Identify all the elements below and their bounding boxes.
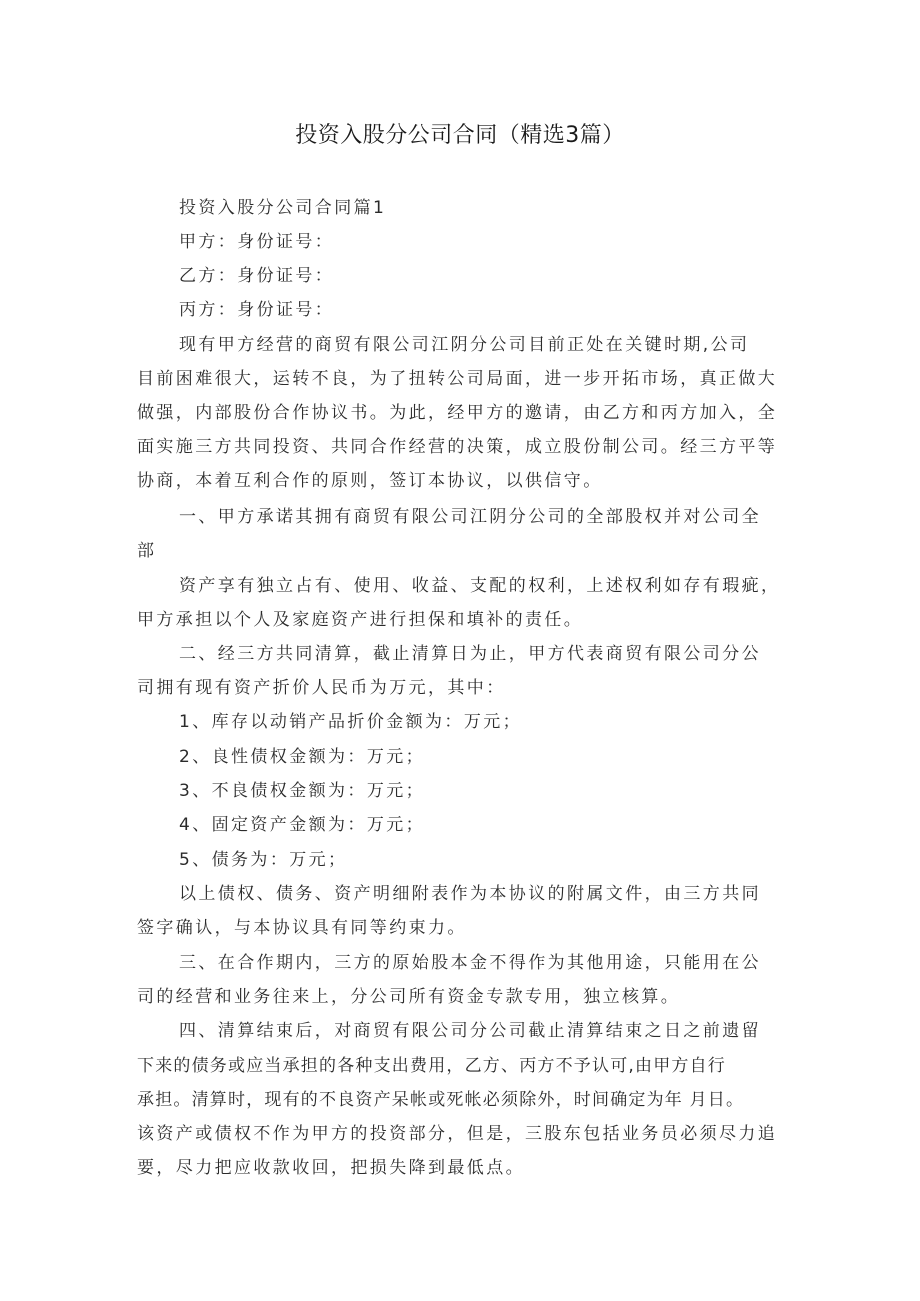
party-a-line: 甲方：身份证号： [179, 232, 335, 252]
clause-3-line: 三、在合作期内，三方的原始股本金不得作为其他用途，只能用在公 [179, 953, 761, 973]
list-item: 1、库存以动销产品折价金额为：万元； [179, 712, 523, 732]
paragraph-line: 面实施三方共同投资、共同合作经营的决策，成立股份制公司。经三方平等 [137, 437, 778, 457]
clause-4-line: 要，尽力把应收款收回，把损失降到最低点。 [137, 1158, 525, 1178]
clause-4-line: 该资产或债权不作为甲方的投资部分，但是，三股东包括业务员必须尽力追 [137, 1124, 778, 1144]
list-item: 4、固定资产金额为：万元； [179, 815, 426, 835]
clause-1-line: 一、甲方承诺其拥有商贸有限公司江阴分公司的全部股权并对公司全 [179, 507, 761, 527]
list-item: 3、不良债权金额为：万元； [179, 781, 426, 801]
party-b-line: 乙方：身份证号： [179, 266, 335, 286]
paragraph-line: 做强，内部股份合作协议书。为此，经甲方的邀请，由乙方和丙方加入，全 [137, 403, 778, 423]
clause-4-line: 承担。清算时，现有的不良资产呆帐或死帐必须除外，时间确定为年 月日。 [137, 1090, 745, 1110]
section-heading: 投资入股分公司合同篇1 [179, 198, 387, 218]
paragraph-line: 现有甲方经营的商贸有限公司江阴分公司目前正处在关键时期,公司 [179, 335, 750, 355]
clause-3-line: 司的经营和业务往来上，分公司所有资金专款专用，独立核算。 [137, 987, 681, 1007]
clause-1-line: 部 [137, 541, 157, 561]
paragraph-line: 以上债权、债务、资产明细附表作为本协议的附属文件，由三方共同 [179, 884, 761, 904]
party-c-line: 丙方：身份证号： [179, 300, 335, 320]
paragraph-line: 签字确认，与本协议具有同等约束力。 [137, 918, 467, 938]
paragraph-line: 目前困难很大，运转不良，为了扭转公司局面，进一步开拓市场，真正做大 [137, 369, 778, 389]
clause-4-line: 四、清算结束后，对商贸有限公司分公司截止清算结束之日之前遗留 [179, 1021, 761, 1041]
document-title: 投资入股分公司合同（精选3篇） [295, 123, 625, 148]
list-item: 5、债务为：万元； [179, 850, 348, 870]
clause-2-line: 二、经三方共同清算，截止清算日为止，甲方代表商贸有限公司分公 [179, 644, 761, 664]
clause-4-line: 下来的债务或应当承担的各种支出费用，乙方、丙方不予认可,由甲方自行 [137, 1056, 727, 1076]
list-item: 2、良性债权金额为：万元； [179, 747, 426, 767]
clause-1-line: 甲方承担以个人及家庭资产进行担保和填补的责任。 [137, 610, 584, 630]
clause-2-line: 司拥有现有资产折价人民币为万元，其中： [137, 678, 506, 698]
paragraph-line: 协商，本着互利合作的原则，签订本协议，以供信守。 [137, 471, 603, 491]
clause-1-line: 资产享有独立占有、使用、收益、支配的权利，上述权利如存有瑕疵， [179, 576, 781, 596]
